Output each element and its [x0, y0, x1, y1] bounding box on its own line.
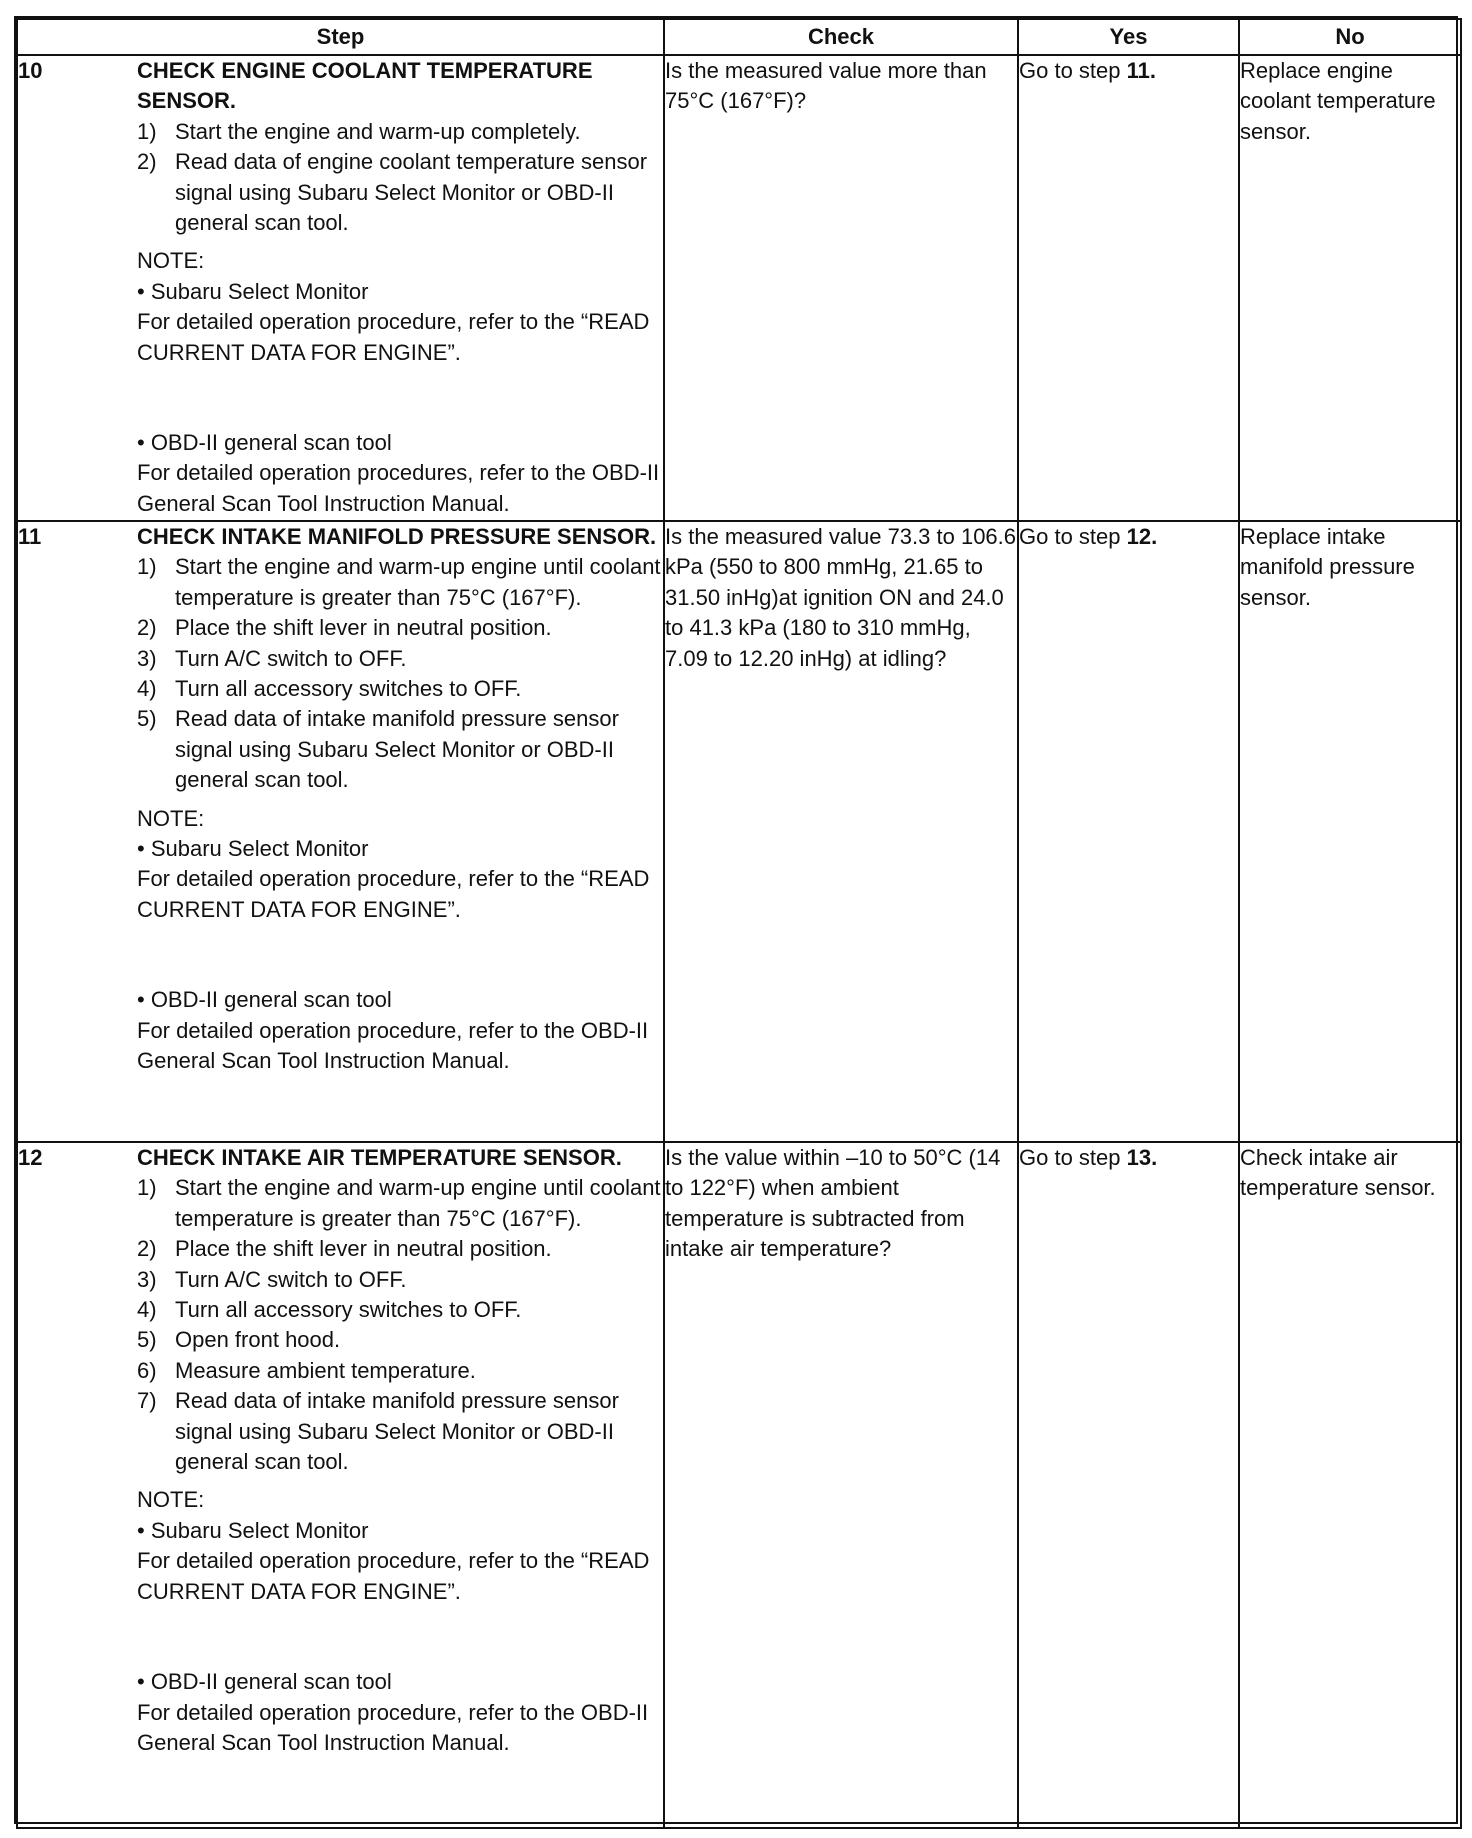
procedure-number: 6)	[137, 1357, 157, 1383]
step-title: CHECK ENGINE COOLANT TEMPERATURE SENSOR.	[137, 58, 593, 114]
procedure-text: Read data of intake manifold pressure sensor signal using Subaru Select Monitor or OBD-II general scan tool.	[175, 1388, 619, 1475]
no-cell: Check intake air temperature sensor.	[1239, 1142, 1461, 1828]
note-monitor-title: • Subaru Select Monitor	[137, 1517, 369, 1543]
procedure-item	[137, 1265, 663, 1295]
procedure-number: 5)	[137, 1327, 157, 1353]
yes-prefix: Go to step	[1019, 1145, 1127, 1170]
yes-cell	[1018, 1142, 1239, 1828]
procedure-text: Measure ambient temperature.	[175, 1357, 476, 1383]
procedure-text: Start the engine and warm-up completely.	[175, 118, 581, 144]
procedure-item	[137, 1234, 663, 1264]
header-yes: Yes	[1018, 19, 1239, 55]
procedure-number: 2)	[137, 149, 157, 175]
procedure-item	[137, 613, 663, 643]
check-cell: Is the value within –10 to 50°C (14 to 122°F) when ambient temperature is subtracted from intake air temperature?	[664, 1142, 1018, 1828]
procedure-text: Place the shift lever in neutral position.	[175, 1236, 552, 1262]
step-title: CHECK INTAKE MANIFOLD PRESSURE SENSOR.	[137, 524, 657, 549]
yes-step-ref: 13.	[1126, 1145, 1158, 1170]
procedure-item	[137, 1356, 663, 1386]
procedure-text: Start the engine and warm-up engine until coolant temperature is greater than 75°C (167°F).	[175, 1175, 661, 1231]
procedure-text: Turn all accessory switches to OFF.	[175, 676, 522, 702]
check-cell: Is the measured value more than 75°C (167°F)?	[664, 55, 1018, 521]
yes-step-ref: 11.	[1126, 58, 1156, 83]
header-no: No	[1239, 19, 1461, 55]
note-monitor-text: For detailed operation procedure, refer to the “READ CURRENT DATA FOR ENGINE”.	[137, 1548, 650, 1604]
procedure-number: 1)	[137, 1175, 157, 1201]
table-row	[17, 521, 1461, 1142]
procedure-text: Place the shift lever in neutral position.	[175, 615, 552, 641]
header-check: Check	[664, 19, 1018, 55]
diagnostic-table-sheet	[14, 16, 1458, 1824]
procedure-item	[137, 674, 663, 704]
procedure-item	[137, 1386, 663, 1477]
procedure-number: 5)	[137, 706, 157, 732]
note-monitor-text: For detailed operation procedure, refer to the “READ CURRENT DATA FOR ENGINE”.	[137, 309, 650, 365]
procedure-number: 1)	[137, 118, 157, 144]
procedure-list	[137, 552, 663, 795]
procedure-item	[137, 1325, 663, 1355]
procedure-text: Turn A/C switch to OFF.	[175, 645, 407, 671]
no-cell: Replace intake manifold pressure sensor.	[1239, 521, 1461, 1142]
note-monitor-title: • Subaru Select Monitor	[137, 836, 369, 862]
step-number: 12	[17, 1142, 137, 1828]
procedure-item	[137, 1173, 663, 1234]
yes-cell	[1018, 55, 1239, 521]
note-obd-text: For detailed operation procedures, refer to the OBD-II General Scan Tool Instruction Manual.	[137, 460, 660, 516]
procedure-list	[137, 117, 663, 239]
check-cell: Is the measured value 73.3 to 106.6 kPa (550 to 800 mmHg, 21.65 to 31.50 inHg)at ignition ON and 24.0 to 41.3 kPa (180 to 310 mmHg, 7.09 to 12.20 inHg) at idling?	[664, 521, 1018, 1142]
yes-step-ref: 12.	[1126, 524, 1158, 549]
note-obd-title: • OBD-II general scan tool	[137, 430, 392, 456]
procedure-item	[137, 1295, 663, 1325]
table-row	[17, 55, 1461, 521]
procedure-item	[137, 147, 663, 238]
step-cell	[137, 521, 664, 1142]
procedure-number: 3)	[137, 645, 157, 671]
note-monitor-text: For detailed operation procedure, refer to the “READ CURRENT DATA FOR ENGINE”.	[137, 866, 650, 922]
procedure-number: 7)	[137, 1388, 157, 1414]
procedure-item	[137, 552, 663, 613]
note-label: NOTE:	[137, 1487, 205, 1513]
yes-prefix: Go to step	[1019, 524, 1127, 549]
diagnostic-table	[16, 18, 1462, 1829]
note-obd-title: • OBD-II general scan tool	[137, 987, 392, 1013]
procedure-text: Turn all accessory switches to OFF.	[175, 1297, 522, 1323]
note-label: NOTE:	[137, 805, 205, 831]
step-number: 11	[17, 521, 137, 1142]
procedure-text: Open front hood.	[175, 1327, 341, 1353]
no-cell: Replace engine coolant temperature sensor.	[1239, 55, 1461, 521]
procedure-item	[137, 117, 663, 147]
note-obd-text: For detailed operation procedure, refer to the OBD-II General Scan Tool Instruction Manual.	[137, 1699, 649, 1755]
note-obd-title: • OBD-II general scan tool	[137, 1669, 392, 1695]
note-monitor-title: • Subaru Select Monitor	[137, 278, 369, 304]
note-obd-text: For detailed operation procedure, refer to the OBD-II General Scan Tool Instruction Manual.	[137, 1017, 649, 1074]
table-header-row	[17, 19, 1461, 55]
procedure-text: Turn A/C switch to OFF.	[175, 1266, 407, 1292]
procedure-text: Read data of intake manifold pressure sensor signal using Subaru Select Monitor or OBD-II general scan tool.	[175, 706, 619, 793]
procedure-number: 4)	[137, 676, 157, 702]
procedure-number: 4)	[137, 1297, 157, 1323]
step-cell	[137, 1142, 664, 1828]
yes-cell	[1018, 521, 1239, 1142]
step-title: CHECK INTAKE AIR TEMPERATURE SENSOR.	[137, 1145, 622, 1170]
procedure-text: Read data of engine coolant temperature sensor signal using Subaru Select Monitor or OBD-II general scan tool.	[175, 149, 648, 236]
step-number: 10	[17, 55, 137, 521]
header-step: Step	[17, 19, 664, 55]
step-cell	[137, 55, 664, 521]
procedure-text: Start the engine and warm-up engine until coolant temperature is greater than 75°C (167°F).	[175, 554, 661, 610]
procedure-number: 3)	[137, 1266, 157, 1292]
procedure-number: 2)	[137, 1236, 157, 1262]
procedure-item	[137, 644, 663, 674]
procedure-number: 2)	[137, 615, 157, 641]
procedure-item	[137, 704, 663, 795]
yes-prefix: Go to step	[1019, 58, 1127, 83]
note-label: NOTE:	[137, 248, 205, 274]
procedure-list	[137, 1173, 663, 1477]
procedure-number: 1)	[137, 554, 157, 580]
table-row	[17, 1142, 1461, 1828]
